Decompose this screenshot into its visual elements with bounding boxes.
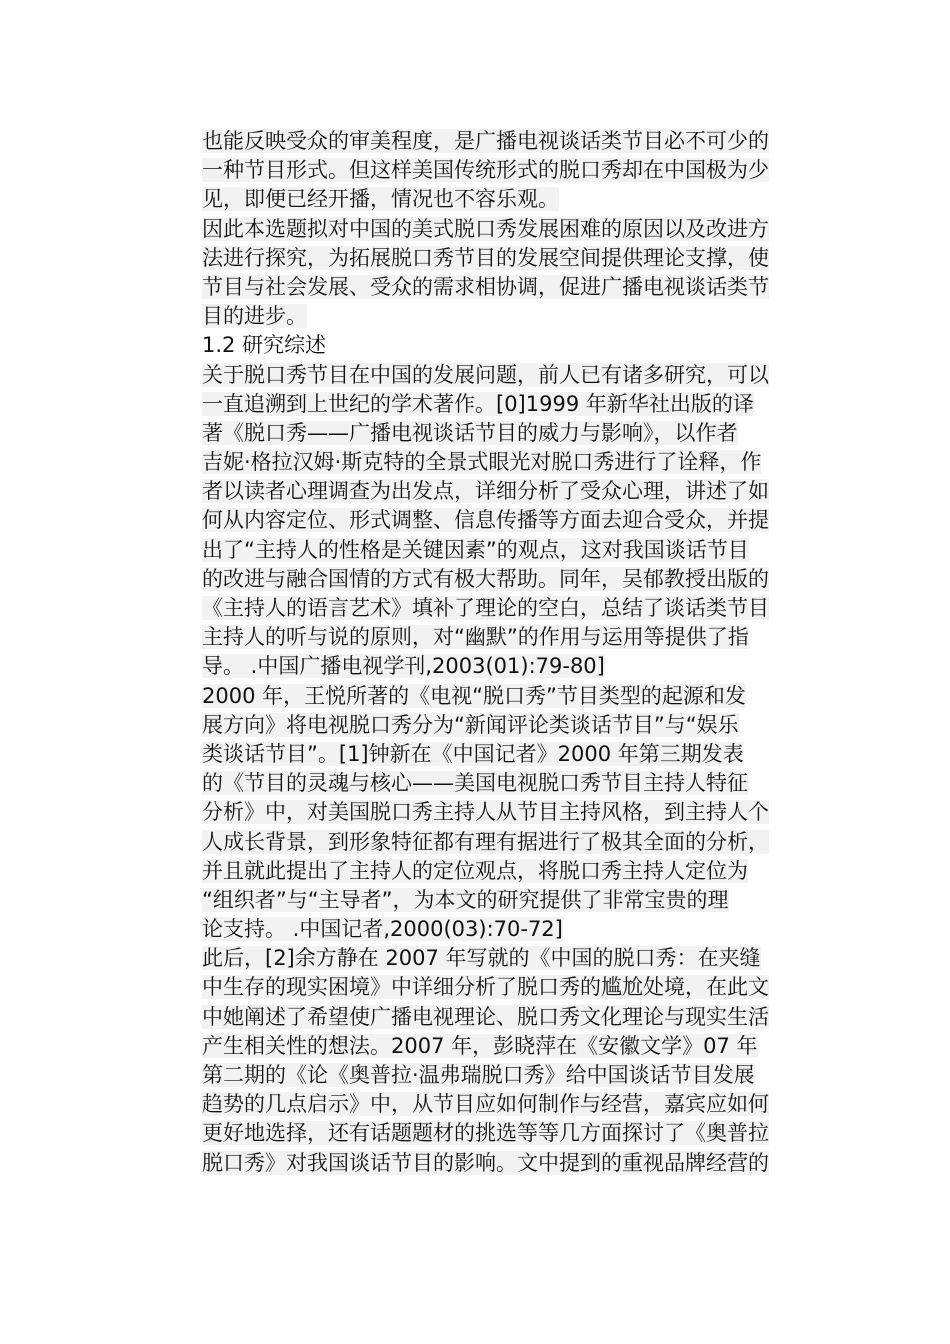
- text-line: 目的进步。: [202, 304, 307, 329]
- text-line: 更好地选择，还有话题题材的挑选等等几方面探讨了《奥普拉: [202, 1121, 769, 1146]
- text-line: 吉妮·格拉汉姆·斯克特的全景式眼光对脱口秀进行了诠释，作: [202, 450, 762, 475]
- text-line: 此后，[2]余方静在 2007 年写就的《中国的脱口秀：在夹缝: [202, 946, 761, 971]
- text-line: 展方向》将电视脱口秀分为“新闻评论类谈话节目”与“娱乐: [202, 712, 739, 737]
- text-line: 并且就此提出了主持人的定位观点，将脱口秀主持人定位为: [202, 858, 748, 883]
- text-line: 的《节目的灵魂与核心——美国电视脱口秀节目主持人特征: [202, 771, 748, 796]
- text-line: 者以读者心理调查为出发点，详细分析了受众心理，讲述了如: [202, 479, 769, 504]
- text-line: 产生相关性的想法。2007 年，彭晓萍在《安徽文学》07 年: [202, 1033, 758, 1058]
- text-line: 类谈话节目”。[1]钟新在《中国记者》2000 年第三期发表: [202, 741, 744, 766]
- body-text: [202, 127, 808, 1178]
- text-line: 中生存的现实困境》中详细分析了脱口秀的尴尬处境，在此文: [202, 975, 769, 1000]
- text-line: 《主持人的语言艺术》填补了理论的空白，总结了谈话类节目: [202, 596, 769, 620]
- text-line: 节目与社会发展、受众的需求相协调，促进广播电视谈话类节: [202, 274, 769, 299]
- text-line: 的改进与融合国情的方式有极大帮助。同年，吴郁教授出版的: [202, 566, 769, 591]
- text-line: 也能反映受众的审美程度，是广播电视谈话类节目必不可少的: [202, 129, 769, 153]
- text-line: “组织者”与“主导者”，为本文的研究提供了非常宝贵的理: [202, 887, 729, 912]
- text-line: 关于脱口秀节目在中国的发展问题，前人已有诸多研究，可以: [202, 362, 769, 387]
- text-line: 脱口秀》对我国谈话节目的影响。文中提到的重视品牌经营的: [202, 1150, 769, 1175]
- text-line: 趋势的几点启示》中，从节目应如何制作与经营，嘉宾应如何: [202, 1092, 769, 1117]
- text-line: 主持人的听与说的原则，对“幽默”的作用与运用等提供了指: [202, 625, 749, 650]
- text-line: 因此本选题拟对中国的美式脱口秀发展困难的原因以及改进方: [202, 216, 769, 241]
- text-line: 见，即便已经开播，情况也不容乐观。: [202, 187, 559, 212]
- text-line: 一直追溯到上世纪的学术著作。[0]1999 年新华社出版的译: [202, 391, 754, 416]
- text-line: 何从内容定位、形式调整、信息传播等方面去迎合受众，并提: [202, 508, 769, 533]
- text-line: 中她阐述了希望使广播电视理论、脱口秀文化理论与现实生活: [202, 1004, 769, 1029]
- text-line: 论支持。 .中国记者,2000(03):70-72]: [202, 917, 563, 942]
- text-line: 一种节目形式。但这样美国传统形式的脱口秀却在中国极为少: [202, 158, 769, 183]
- text-line: 法进行探究，为拓展脱口秀节目的发展空间提供理论支撑，使: [202, 245, 769, 270]
- text-line: 著《脱口秀——广播电视谈话节目的威力与影响》，以作者: [202, 420, 738, 445]
- text-line: 2000 年，王悦所著的《电视“脱口秀”节目类型的起源和发: [202, 683, 746, 708]
- text-line: 出了“主持人的性格是关键因素”的观点，这对我国谈话节目: [202, 537, 749, 562]
- section-heading: 1.2 研究综述: [202, 333, 327, 358]
- text-line: 人成长背景，到形象特征都有理有据进行了极其全面的分析，: [202, 829, 769, 854]
- text-line: 导。 .中国广播电视学刊,2003(01):79-80]: [202, 654, 605, 679]
- text-line: 分析》中，对美国脱口秀主持人从节目主持风格，到主持人个: [202, 800, 769, 825]
- text-line: 第二期的《论《奥普拉·温弗瑞脱口秀》给中国谈话节目发展: [202, 1063, 755, 1087]
